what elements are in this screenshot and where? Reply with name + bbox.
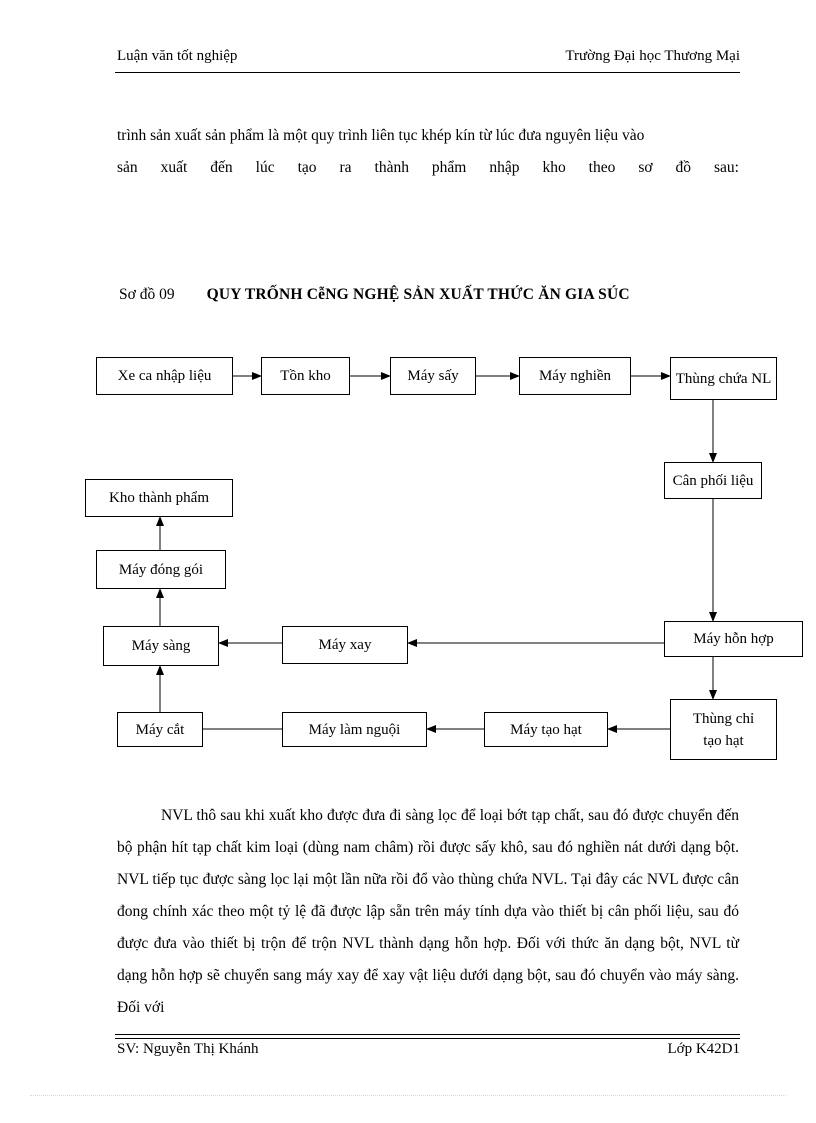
diagram-label: Sơ đồ 09 [119, 286, 175, 303]
box-kho-thanh-pham: Kho thành phẩm [85, 479, 233, 517]
box-may-say: Máy sấy [390, 357, 476, 395]
box-may-dong-goi: Máy đóng gói [96, 550, 226, 589]
box-may-lam-nguoi: Máy làm nguội [282, 712, 427, 747]
intro-line-2: sản xuất đến lúc tạo ra thành phẩm nhập kho theo sơ đồ sau: [117, 159, 739, 176]
header-left: Luận văn tốt nghiệp [117, 48, 238, 64]
diagram-heading: QUY TRỐNH CễNG NGHỆ SẢN XUẤT THỨC ĂN GIA SÚC [206, 286, 630, 303]
body-paragraph: NVL thô sau khi xuất kho được đưa đi sàng lọc để loại bớt tạp chất, sau đó được chuyển đến bộ phận hít tạp chất kim loại (dùng nam châm) rồi được sấy khô, sau đó nghiền nát dưới dạng bột. NVL tiếp tục được sàng lọc lại một lần nữa rồi đổ vào thùng chứa NVL. Tại đây các NVL được cân đong chính xác theo một tỷ lệ đã được lập sẵn trên máy tính dựa vào thiết bị cân phối liệu, sau đó được đưa vào thiết bị trộn để trộn NVL thành dạng hỗn hợp. Đối với thức ăn dạng bột, NVL từ dạng hỗn hợp sẽ chuyển sang máy xay để xay vật liệu dưới dạng bột, sau đó chuyển vào máy sàng. Đối với [117, 807, 739, 1016]
box-ton-kho: Tồn kho [261, 357, 350, 395]
box-may-nghien: Máy nghiền [519, 357, 631, 395]
box-can-phoi-lieu: Cân phối liệu [664, 462, 762, 499]
box-may-hon-hop: Máy hỗn hợp [664, 621, 803, 657]
box-xe-ca-nhap-lieu: Xe ca nhập liệu [96, 357, 233, 395]
box-thung-chi-tao-hat: Thùng chỉ tạo hạt [670, 699, 777, 760]
header-right: Trường Đại học Thương Mại [565, 48, 740, 64]
page-edge-line [30, 1095, 786, 1096]
box-thung-chua-nl: Thùng chứa NL [670, 357, 777, 400]
footer-left: SV: Nguyễn Thị Khánh [117, 1041, 259, 1057]
box-may-xay: Máy xay [282, 626, 408, 664]
box-may-sang: Máy sàng [103, 626, 219, 666]
intro-line-1: trình sản xuất sản phẩm là một quy trình liên tục khép kín từ lúc đưa nguyên liệu vào [117, 127, 645, 144]
footer-rule-bottom [115, 1038, 740, 1039]
box-may-cat: Máy cắt [117, 712, 203, 747]
footer-right: Lớp K42D1 [667, 1041, 740, 1057]
box-may-tao-hat: Máy tạo hạt [484, 712, 608, 747]
footer-rule-top [115, 1034, 740, 1035]
